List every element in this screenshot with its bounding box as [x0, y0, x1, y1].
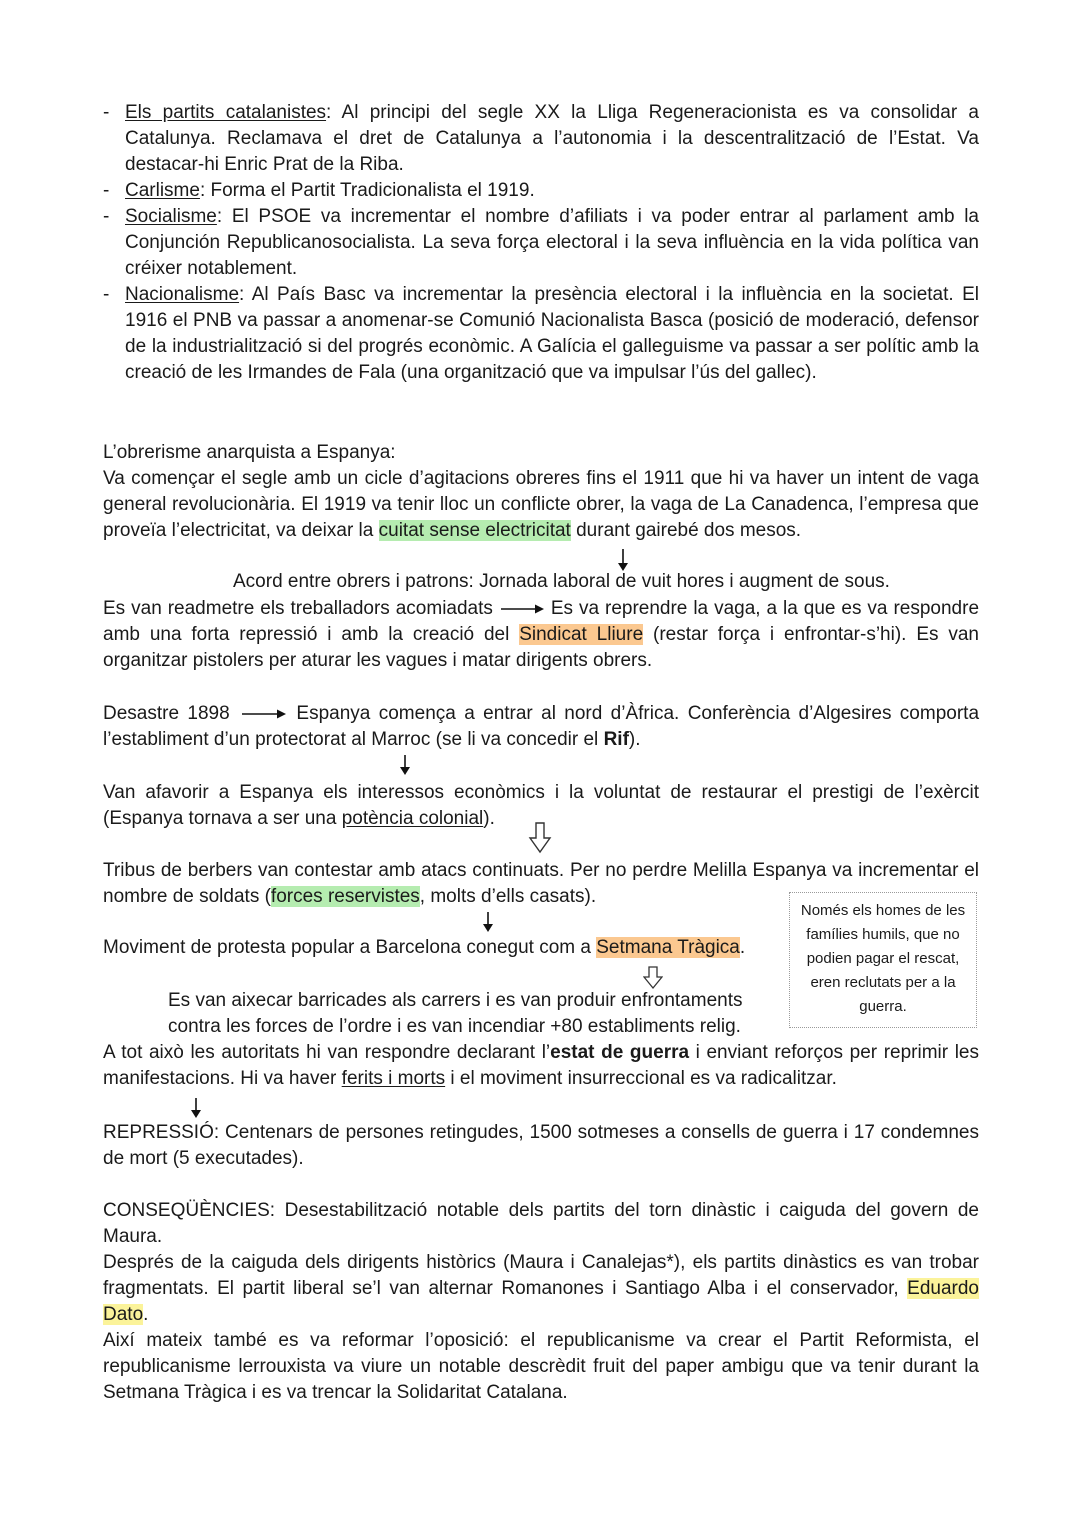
highlight: Sindicat Lliure	[519, 624, 644, 645]
list-item	[103, 100, 979, 178]
arrow-right-icon	[238, 708, 288, 720]
desastre-paragraph: Desastre 1898 Espanya comença a entrar al nord d’Àfrica. Conferència d’Algesires comporta l’establiment d’un protectorat al Marroc (se li va concedir el Rif).	[103, 703, 980, 750]
tribus-paragraph: Tribus de berbers van contestar amb atacs continuats. Per no perdre Melilla Espanya va incrementar el nombre de soldats (forces reservistes, molts d’ells casats).	[103, 860, 979, 907]
hollow-arrow-down-icon	[643, 966, 663, 990]
arrow-down-icon	[189, 1097, 203, 1119]
list-item	[103, 282, 979, 386]
barricades-paragraph: Es van aixecar barricades als carrers i es van produir enfrontaments contra les forces de l’ordre i es van incendiar +80 establiments relig.	[168, 990, 743, 1037]
side-note-box: Només els homes de les famílies humils, que no podien pagar el rescat, eren reclutats per a la guerra.	[789, 892, 977, 1028]
readmetre-paragraph: Es van readmetre els treballadors acomiadats Es va reprendre la vaga, a la que es va respondre amb una forta repressió i amb la creació del Sindicat Lliure (restar força i enfrontar-s’hi). Es van organitzar pistolers per aturar les vagues i matar dirigents obrers.	[103, 598, 980, 671]
highlight: cuitat sense electricitat	[378, 520, 571, 541]
parties-list	[103, 100, 979, 386]
list-item	[103, 178, 979, 204]
item-text: : Forma el Partit Tradicionalista el 1919.	[199, 180, 535, 201]
repressio-paragraph: REPRESSIÓ: Centenars de persones retingudes, 1500 sotmeses a consells de guerra i 17 condemnes de mort (5 executades).	[103, 1122, 979, 1169]
highlight: forces reservistes	[270, 886, 420, 907]
acord-line: Acord entre obrers i patrons: Jornada laboral de vuit hores i augment de sous.	[233, 571, 890, 592]
resposta-paragraph: A tot això les autoritats hi van respondre declarant l’estat de guerra i enviant reforços per reprimir les manifestacions. Hi va haver ferits i morts i el moviment insurreccional es va radicalitzar.	[103, 1042, 979, 1089]
afavorir-paragraph: Van afavorir a Espanya els interessos econòmics i la voluntat de restaurar el prestigi de l’exèrcit (Espanya tornava a ser una potència colonial).	[103, 782, 979, 829]
item-text: : Al País Basc va incrementar la presència electoral i la influència en la societat. El 1916 el PNB va passar a anomenar-se Comunió Nacionalista Basca (posició de moderació, defensor de la industrialització si del progrés econòmic. A Galícia el galleguisme va passar a ser polític amb la creació de les Irmandes de Fala (una organització que va impulsar l’ús del gallec).	[125, 284, 979, 383]
highlight: Setmana Tràgica	[596, 937, 740, 958]
highlight: Eduardo Dato	[103, 1278, 979, 1325]
list-item	[103, 204, 979, 282]
arrow-right-icon	[499, 603, 545, 615]
oposicio-paragraph: Així mateix també es va reformar l’oposició: el republicanisme va crear el Partit Reformista, el republicanisme lerrouxista va viure un notable descrèdit fruit del paper ambigu que va tenir durant la Setmana Tràgica i es va trencar la Solidaritat Catalana.	[103, 1330, 979, 1403]
item-label: Els partits catalanistes	[125, 102, 327, 123]
arrow-down-icon	[481, 911, 495, 933]
item-label: Nacionalisme	[125, 284, 240, 305]
item-label: Socialisme	[125, 206, 217, 227]
item-text: : Al principi del segle XX la Lliga Regeneracionista es va consolidar a Catalunya. Reclamava el dret de Catalunya a l’autonomia i la descentralització de l’Estat. Va destacar-hi Enric Prat de la Riba.	[125, 102, 979, 175]
dinastics-paragraph: Després de la caiguda dels dirigents històrics (Maura i Canalejas*), els partits dinàstics es van trobar fragmentats. El partit liberal se’l van alternar Romanones i Santiago Alba i el conservador, Eduardo Dato.	[103, 1252, 979, 1325]
moviment-line: Moviment de protesta popular a Barcelona conegut com a Setmana Tràgica.	[103, 937, 746, 958]
section-heading: L’obrerisme anarquista a Espanya:	[103, 442, 396, 463]
arrow-down-icon	[398, 754, 412, 776]
item-label: Carlisme	[125, 180, 200, 201]
consequencies-paragraph: CONSEQÜÈNCIES: Desestabilització notable dels partits del torn dinàstic i caiguda del govern de Maura.	[103, 1200, 979, 1247]
obrerisme-paragraph: Va començar el segle amb un cicle d’agitacions obreres fins el 1911 que hi va haver un intent de vaga general revolucionària. El 1919 va tenir lloc un conflicte obrer, la vaga de La Canadenca, l’empresa que proveïa l’electricitat, va deixar la cuitat sense electricitat durant gairebé dos mesos.	[103, 468, 979, 541]
item-text: : El PSOE va incrementar el nombre d’afiliats i va poder entrar al parlament amb la Conjunción Republicanosocialista. La seva força electoral i la seva influència en la vida política van créixer notablement.	[125, 206, 979, 279]
hollow-arrow-down-icon	[528, 822, 552, 854]
